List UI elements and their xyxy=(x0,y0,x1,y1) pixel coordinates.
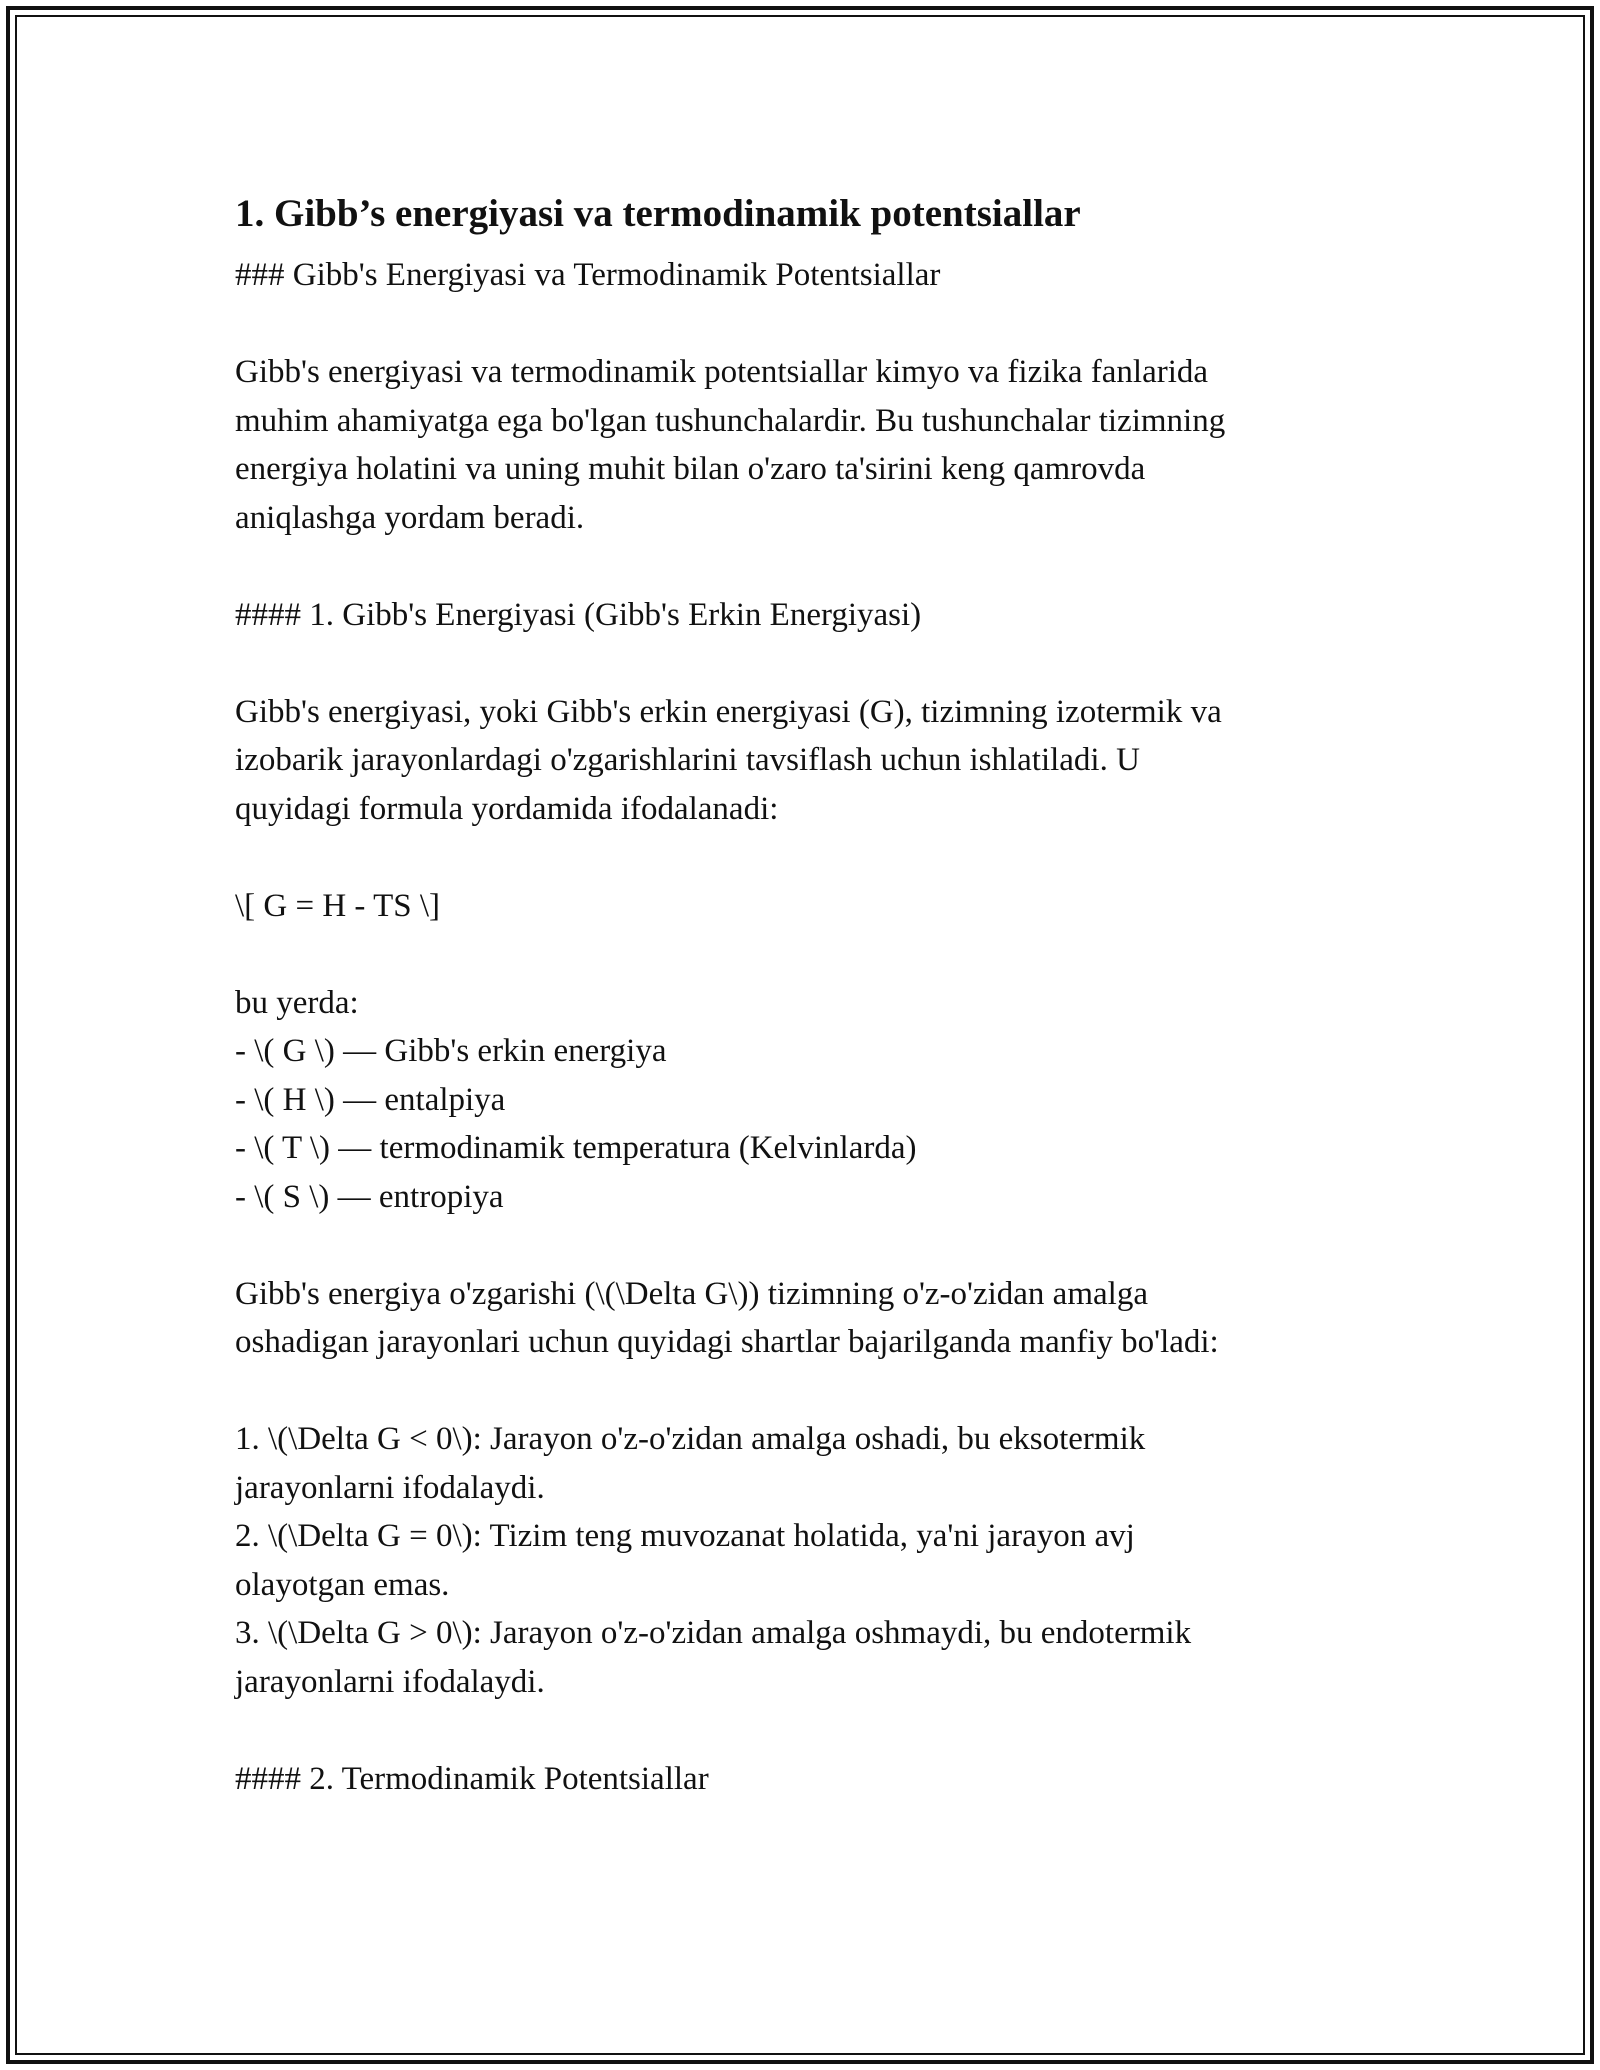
blank-line xyxy=(235,1706,1365,1755)
blank-line xyxy=(235,542,1365,591)
condition-item: 2. \(\Delta G = 0\): Tizim teng muvozanat holatida, ya'ni jarayon avj xyxy=(235,1518,1135,1554)
blank-line xyxy=(235,1367,1365,1416)
condition-item: 1. \(\Delta G < 0\): Jarayon o'z-o'zidan amalga oshadi, bu eksotermik xyxy=(235,1421,1146,1457)
section-heading: ### Gibb's Energiyasi va Termodinamik Potentsiallar xyxy=(235,257,941,293)
condition-item: 3. \(\Delta G > 0\): Jarayon o'z-o'zidan amalga oshmaydi, bu endotermik xyxy=(235,1615,1192,1651)
delta-g-paragraph-line: Gibb's energiya o'zgarishi (\(\Delta G\)) tizimning o'z-o'zidan amalga xyxy=(235,1275,1148,1312)
subsection-heading: #### 2. Termodinamik Potentsiallar xyxy=(235,1760,709,1797)
gibbs-paragraph-line: izobarik jarayonlardagi o'zgarishlarini tavsiflash uchun ishlatiladi. U xyxy=(235,742,1140,778)
blank-line xyxy=(235,930,1365,979)
gibbs-paragraph-line: quyidagi formula yordamida ifodalanadi: xyxy=(235,790,779,827)
blank-line xyxy=(235,833,1365,882)
condition-item-continued: jarayonlarni ifodalaydi. xyxy=(235,1469,545,1506)
definition-item: - \( T \) — termodinamik temperatura (Kelvinlarda) xyxy=(235,1130,917,1166)
delta-g-paragraph-line: oshadigan jarayonlari uchun quyidagi shartlar bajarilganda manfiy bo'ladi: xyxy=(235,1324,1219,1360)
condition-item-continued: olayotgan emas. xyxy=(235,1566,450,1603)
document-content xyxy=(235,185,1365,1803)
blank-line xyxy=(235,1221,1365,1270)
subsection-heading: #### 1. Gibb's Energiyasi (Gibb's Erkin Energiyasi) xyxy=(235,596,922,633)
gibbs-paragraph-line: Gibb's energiyasi, yoki Gibb's erkin energiyasi (G), tizimning izotermik va xyxy=(235,693,1222,730)
condition-item-continued: jarayonlarni ifodalaydi. xyxy=(235,1663,545,1700)
definition-item: - \( G \) — Gibb's erkin energiya xyxy=(235,1033,667,1069)
definition-item: - \( S \) — entropiya xyxy=(235,1178,504,1215)
intro-paragraph-line: Gibb's energiyasi va termodinamik potentsiallar kimyo va fizika fanlarida xyxy=(235,354,1209,390)
intro-paragraph-line: energiya holatini va uning muhit bilan o'zaro ta'sirini keng qamrovda xyxy=(235,451,1146,487)
blank-line xyxy=(235,300,1365,349)
formula-line: \[ G = H - TS \] xyxy=(235,887,440,924)
blank-line xyxy=(235,639,1365,688)
intro-paragraph-line: aniqlashga yordam beradi. xyxy=(235,499,585,536)
definitions-intro: bu yerda: xyxy=(235,984,359,1021)
intro-paragraph-line: muhim ahamiyatga ega bo'lgan tushunchalardir. Bu tushunchalar tizimning xyxy=(235,402,1226,439)
document-title: 1. Gibb’s energiyasi va termodinamik potentsiallar xyxy=(235,192,1081,235)
definition-item: - \( H \) — entalpiya xyxy=(235,1081,506,1118)
